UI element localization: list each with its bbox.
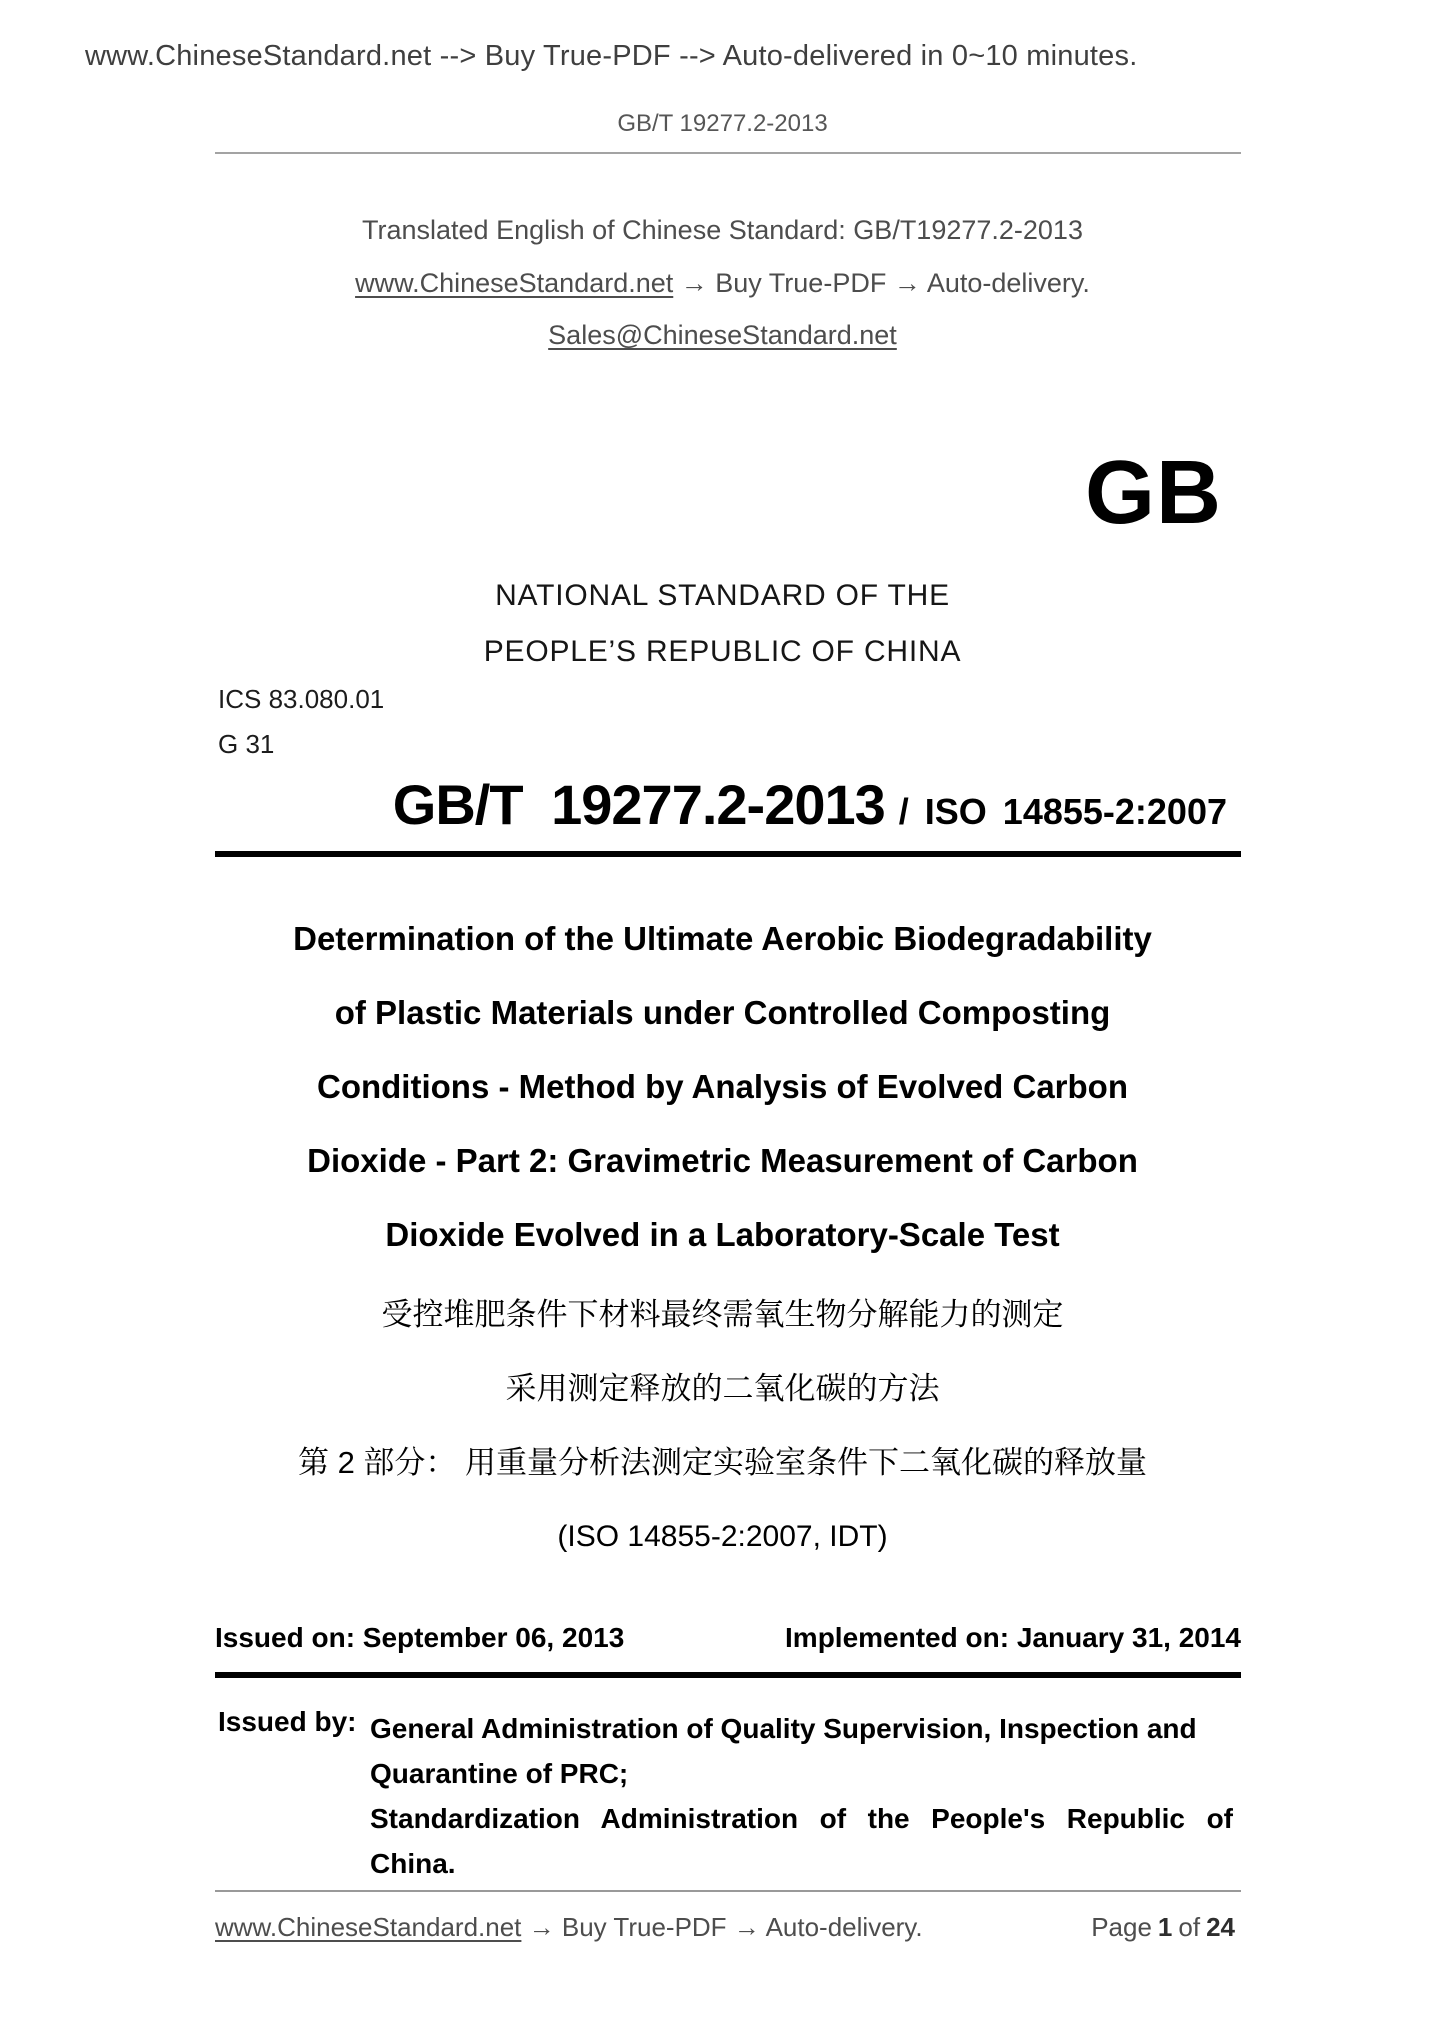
site-line-rest: → Buy True-PDF → Auto-delivery. — [673, 268, 1090, 298]
standard-number: GB/T 19277.2-2013 — [392, 773, 885, 836]
site-link[interactable]: www.ChineseStandard.net — [355, 268, 674, 298]
dates-row — [215, 1622, 1241, 1654]
issuer-line: Quarantine of PRC; — [370, 1758, 629, 1789]
dates-divider — [215, 1672, 1241, 1678]
top-banner-text: www.ChineseStandard.net --> Buy True-PDF --> Auto-delivered in 0~10 minutes. — [85, 40, 1138, 72]
national-standard-line2: PEOPLE’S REPUBLIC OF CHINA — [483, 635, 962, 668]
page-number: 1 — [1157, 1912, 1173, 1942]
national-standard-heading — [0, 568, 1445, 680]
footer-site-rest: → Buy True-PDF → Auto-delivery. — [521, 1912, 923, 1942]
national-standard-line1: NATIONAL STANDARD OF THE — [495, 579, 950, 612]
email-line — [0, 320, 1445, 351]
footer-site-line — [215, 1912, 923, 1943]
page-word: Page — [1091, 1912, 1152, 1942]
issuer-block — [218, 1706, 1241, 1886]
doc-code-header: GB/T 19277.2-2013 — [617, 110, 828, 137]
issued-by-label: Issued by: — [218, 1706, 357, 1737]
site-line — [0, 268, 1445, 299]
translated-line: Translated English of Chinese Standard: GB/T19277.2-2013 — [362, 215, 1083, 245]
title-english-line: Dioxide - Part 2: Gravimetric Measurement of Carbon — [307, 1142, 1138, 1179]
iso-reference: / ISO 14855-2:2007 — [898, 791, 1227, 832]
issuer-line: Standardization Administration of the People's Republic of — [370, 1803, 1233, 1834]
title-chinese — [0, 1278, 1445, 1574]
title-english-line: Dioxide Evolved in a Laboratory-Scale Test — [385, 1216, 1060, 1253]
ics-code: ICS 83.080.01 — [218, 684, 385, 714]
title-part-line: 第 2 部分： 用重量分析法测定实验室条件下二氧化碳的释放量 — [297, 1445, 1148, 1480]
title-chinese-line2: 采用测定释放的二氧化碳的方法 — [505, 1371, 940, 1406]
header-divider — [215, 152, 1241, 154]
standard-divider — [215, 851, 1241, 857]
page-indicator — [1091, 1912, 1241, 1943]
total-pages: 24 — [1206, 1912, 1235, 1942]
title-english-line: Determination of the Ultimate Aerobic Biodegradability — [293, 920, 1152, 957]
title-chinese-line1: 受控堆肥条件下材料最终需氧生物分解能力的测定 — [381, 1297, 1064, 1332]
issuer-line: China. — [370, 1848, 456, 1879]
email-link[interactable]: Sales@ChineseStandard.net — [548, 320, 897, 350]
title-english — [0, 902, 1445, 1272]
issuer-line: General Administration of Quality Supervision, Inspection and — [370, 1713, 1197, 1744]
doc-class-code: G 31 — [218, 729, 275, 759]
title-english-line: Conditions - Method by Analysis of Evolved Carbon — [317, 1068, 1128, 1105]
gb-logo: GB — [1085, 443, 1222, 543]
implemented-on-date: Implemented on: January 31, 2014 — [785, 1622, 1241, 1653]
footer-site-link[interactable]: www.ChineseStandard.net — [215, 1912, 522, 1942]
title-english-line: of Plastic Materials under Controlled Composting — [334, 994, 1111, 1031]
footer-divider — [215, 1890, 1241, 1892]
issued-on-date: Issued on: September 06, 2013 — [215, 1622, 625, 1653]
footer — [215, 1912, 1241, 1943]
title-iso-idt: (ISO 14855-2:2007, IDT) — [557, 1520, 888, 1553]
issuer-lines — [370, 1706, 1233, 1886]
of-word: of — [1178, 1912, 1201, 1942]
standard-number-line — [393, 772, 1227, 837]
